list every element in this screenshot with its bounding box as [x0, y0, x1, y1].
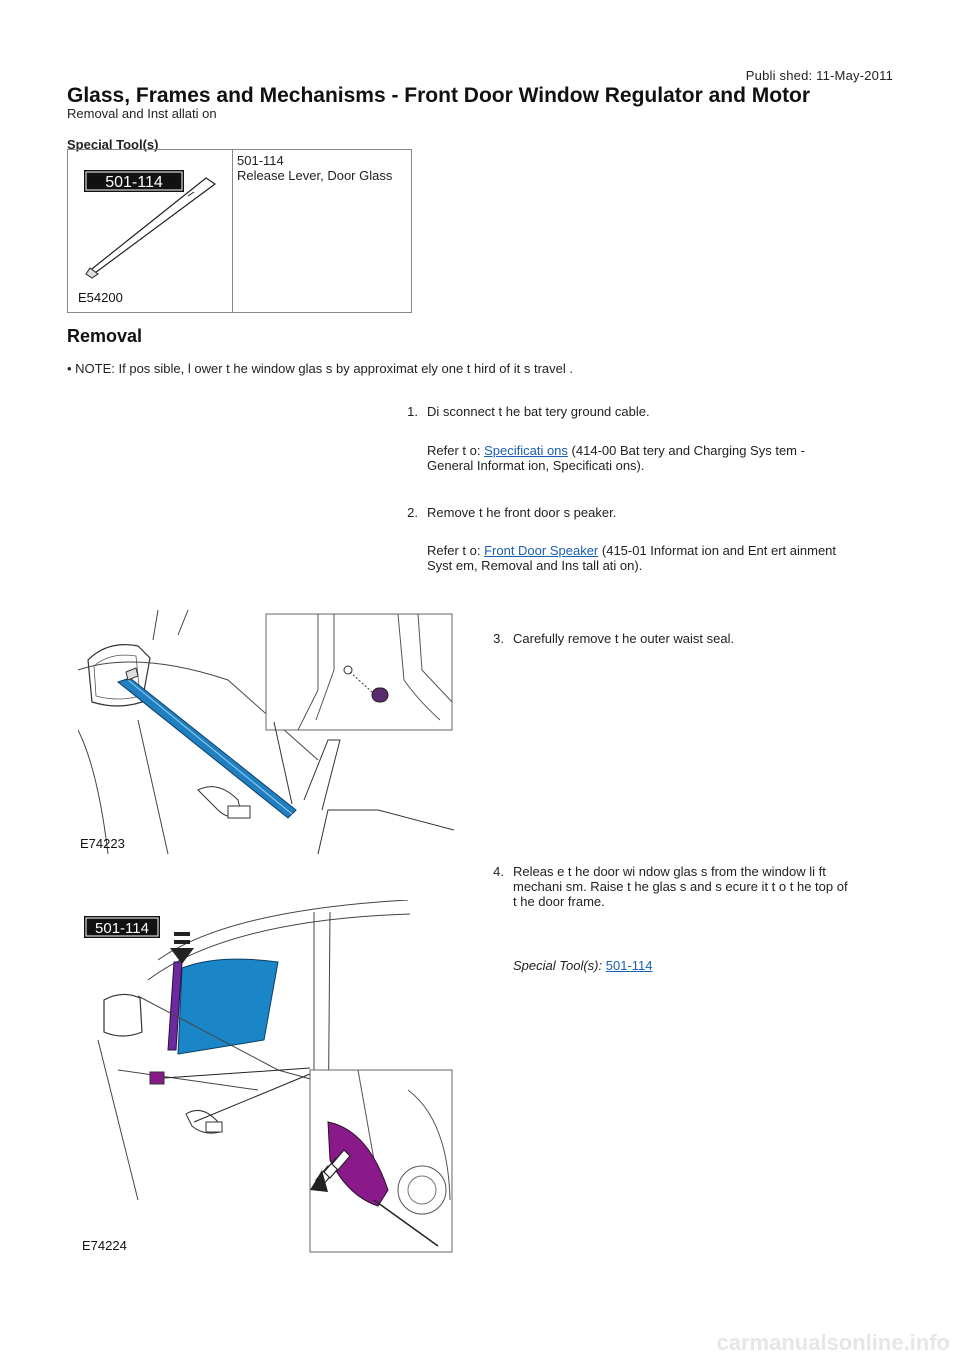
step-1-reference [427, 443, 805, 473]
step-3-illustration [78, 610, 454, 854]
step-2-number: 2. [407, 505, 418, 520]
front-door-speaker-link[interactable]: Front Door Speaker [484, 543, 599, 558]
step-4-figure-id: E74224 [82, 1238, 127, 1253]
step-1-text: Di sconnect t he bat tery ground cable. [427, 404, 650, 419]
tool-code: 501-114 [237, 153, 284, 168]
page-subtitle: Removal and Inst allati on [67, 106, 217, 121]
step-2-ref-suffix: (415-01 Informat ion and Ent ert ainment [601, 543, 837, 558]
specifications-link[interactable]: Specificati ons [484, 443, 568, 458]
step-3-number: 3. [493, 631, 504, 646]
step-4-special-tools [513, 958, 653, 973]
table-divider [232, 149, 233, 313]
tool-name: Release Lever, Door Glass [237, 168, 393, 183]
step-4-illustration [78, 900, 454, 1256]
step-1-number: 1. [407, 404, 418, 419]
step-4-text [513, 864, 848, 909]
page-title: Glass, Frames and Mechanisms - Front Door Window Regulator and Motor [67, 84, 811, 107]
tool-501-114-link[interactable]: 501-114 [605, 958, 653, 973]
tool-illustration [68, 150, 231, 312]
step-4-special-tools-label: Special Tool(s): [513, 958, 603, 973]
removal-note: • NOTE: If pos sible, l ower t he window glas s by approximat ely one t hird of it s travel . [67, 361, 573, 376]
step-4-text-line2: mechani sm. Raise t he glas s and s ecure it t o t he top of [513, 879, 848, 894]
removal-heading: Removal [67, 326, 143, 346]
step-1-ref-suffix: (414-00 Bat tery and Charging Sys tem - [571, 443, 805, 458]
tool-figure-id: E54200 [78, 290, 123, 305]
tool-badge-text: 501-114 [105, 174, 163, 191]
step-1-ref-prefix: Refer t o: [427, 443, 481, 458]
step-3-figure-id: E74223 [80, 836, 125, 851]
step-2-ref-prefix: Refer t o: [427, 543, 481, 558]
step-1-ref-suffix-2: General Informat ion, Specificati ons). [427, 458, 645, 473]
step-3-text: Carefully remove t he outer waist seal. [513, 631, 735, 646]
published-date: Publi shed: 11-May-2011 [745, 68, 893, 83]
step-2-text: Remove t he front door s peaker. [427, 505, 617, 520]
step-4-text-line1: Releas e t he door wi ndow glas s from the window li ft [513, 864, 826, 879]
special-tools-heading: Special Tool(s) [67, 137, 159, 152]
step-2-ref-suffix-2: Syst em, Removal and Ins tall ati on). [427, 558, 643, 573]
step-2-reference [427, 543, 836, 573]
step-4-badge-text: 501-114 [95, 920, 149, 937]
step-4-number: 4. [493, 864, 504, 879]
watermark: carmanualsonline.info [716, 1330, 950, 1355]
step-4-text-line3: t he door frame. [513, 894, 605, 909]
